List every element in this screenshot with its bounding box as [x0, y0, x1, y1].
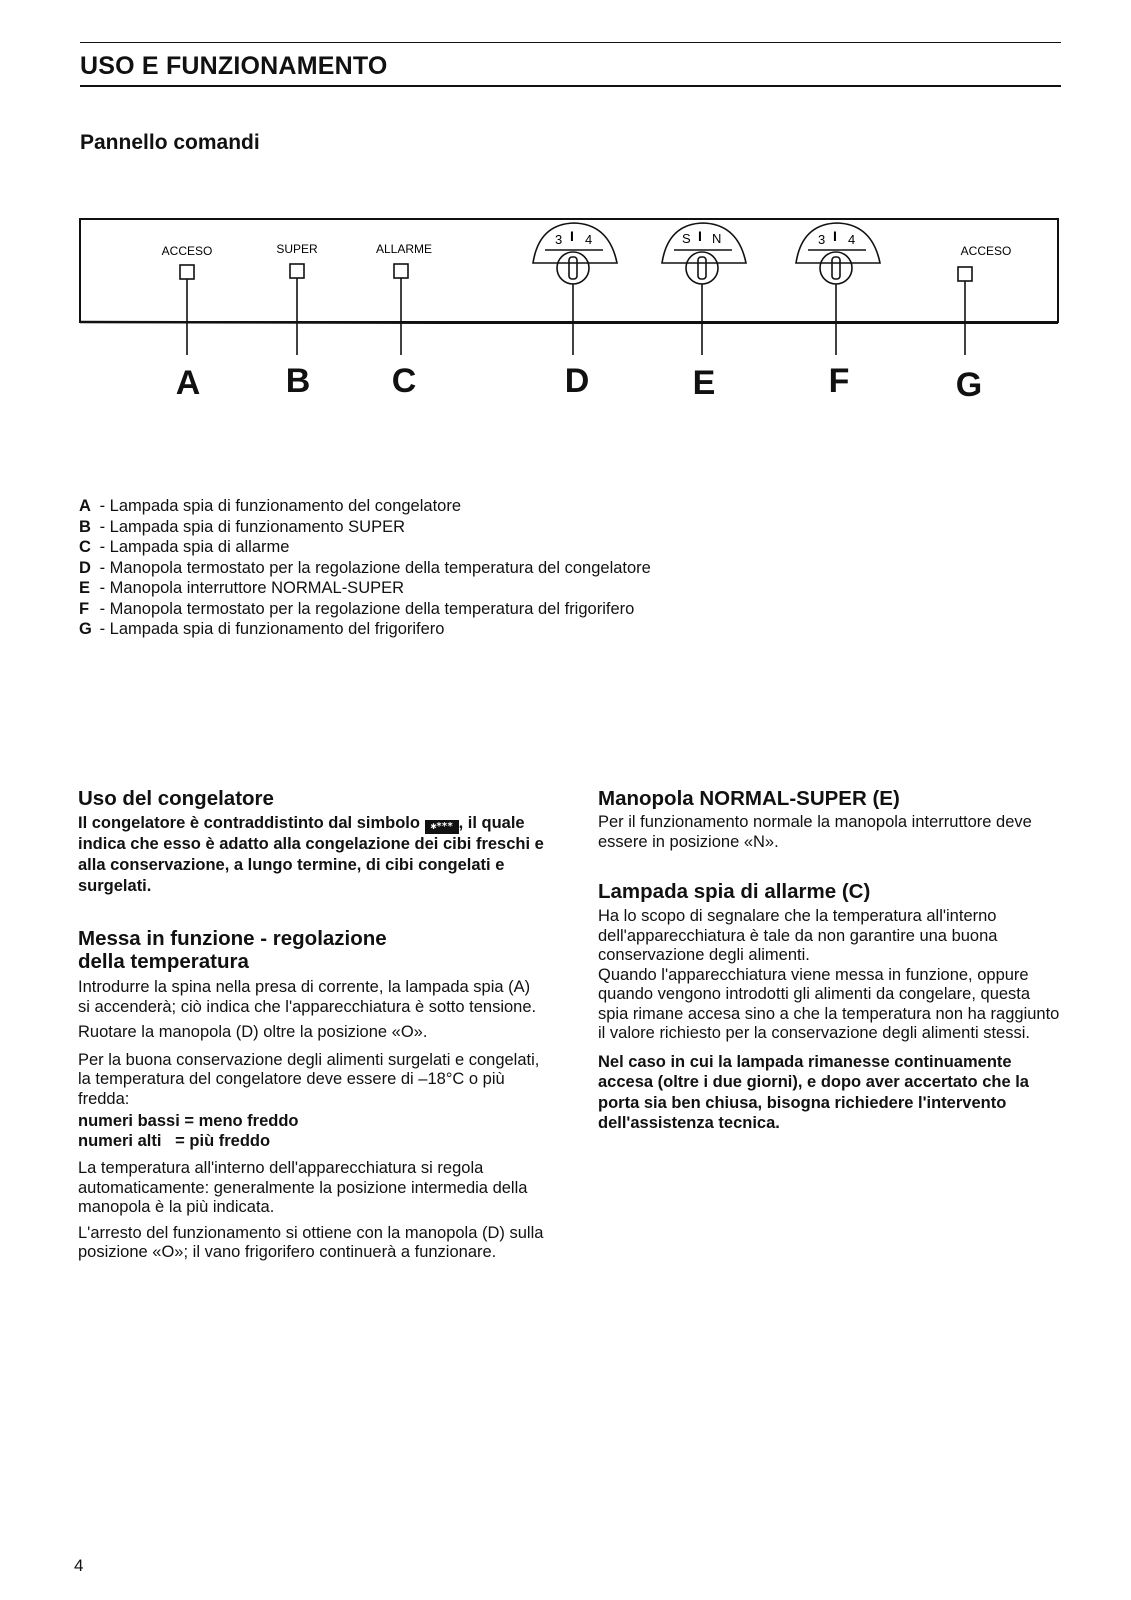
title-underline	[80, 85, 1061, 87]
manopola-title: Manopola NORMAL-SUPER (E)	[598, 787, 900, 810]
callout-d: D	[564, 362, 590, 400]
knob-d-mark-mid: I	[570, 228, 574, 244]
lamp-c-icon	[394, 264, 408, 278]
uso-paragraph: Il congelatore è contraddistinto dal simbolo ✱*** , il quale indica che esso è adatto alla congelazione dei cibi freschi e alla conservazione, a lungo termine, di cibi congelati e surgelati.	[78, 814, 544, 895]
knob-d-mark-low: 3	[555, 232, 563, 247]
lampada-p2: Quando l'apparecchiatura viene messa in funzione, oppure quando vengono introdotti gli alimenti da congelare, questa spia rimane accesa sino a che la temperatura non ha raggiunto il valore richiesto per la conservazione degli alimenti stessi.	[598, 965, 1060, 1042]
knob-d-icon	[533, 223, 617, 284]
callout-g: G	[955, 366, 983, 400]
right-column	[598, 787, 1064, 1134]
legend-row: B - Lampada spia di funzionamento SUPER	[79, 517, 406, 536]
callout-f: F	[828, 362, 850, 400]
callout-diagram	[0, 320, 1131, 400]
knob-e-mark-i: I	[698, 228, 702, 244]
lamp-label-acceso-fridge: ACCESO	[960, 244, 1012, 258]
panel-heading: Pannello comandi	[80, 131, 260, 154]
lampada-p1: Ha lo scopo di segnalare che la temperatura all'interno dell'apparecchiatura è tale da non garantire una buona conservazione degli alimenti.	[598, 907, 998, 964]
legend-row: A - Lampada spia di funzionamento del congelatore	[79, 497, 461, 515]
legend-row: D - Manopola termostato per la regolazione della temperatura del congelatore	[79, 558, 651, 577]
legend	[79, 496, 651, 640]
messa-title: Messa in funzione - regolazione della temperatura	[78, 927, 387, 973]
messa-p4: La temperatura all'interno dell'apparecchiatura si regola automaticamente: generalmente la posizione intermedia della manopola è la più indicata.	[78, 1159, 528, 1216]
top-rule	[80, 42, 1061, 43]
callout-e: E	[692, 364, 716, 400]
legend-row: E - Manopola interruttore NORMAL-SUPER	[79, 579, 405, 597]
messa-p2: Ruotare la manopola (D) oltre la posizione «O».	[78, 1023, 428, 1041]
knob-e-icon	[662, 223, 746, 284]
knob-d-mark-high: 4	[585, 232, 593, 247]
lamp-label-allarme: ALLARME	[375, 242, 433, 256]
lamp-b-icon	[290, 264, 304, 278]
lamp-a-icon	[180, 265, 194, 279]
knob-e-mark-n: N	[712, 231, 722, 246]
knob-f-mark-low: 3	[818, 232, 826, 247]
legend-row: C - Lampada spia di allarme	[79, 538, 290, 556]
page-number: 4	[74, 1556, 84, 1575]
lampada-warning: Nel caso in cui la lampada rimanesse continuamente accesa (oltre i due giorni), e dopo aver accertato che la porta sia ben chiusa, bisogna richiedere l'intervento dell'assistenza tecnica.	[598, 1052, 1029, 1132]
manopola-text: Per il funzionamento normale la manopola interruttore deve essere in posizione «N».	[598, 813, 1032, 851]
messa-p3: Per la buona conservazione degli alimenti surgelati e congelati, la temperatura del congelatore deve essere di –18°C o più fredda:	[78, 1050, 540, 1108]
messa-p5: L'arresto del funzionamento si ottiene con la manopola (D) sulla posizione «O»; il vano frigorifero continuerà a funzionare.	[78, 1223, 544, 1261]
callout-b: B	[285, 362, 311, 400]
control-panel-diagram	[79, 218, 1059, 324]
legend-row: G - Lampada spia di funzionamento del frigorifero	[79, 620, 445, 638]
knob-f-mark-mid: I	[833, 228, 837, 244]
lamp-label-super: SUPER	[276, 242, 318, 256]
knob-f-mark-high: 4	[848, 232, 856, 247]
uso-title: Uso del congelatore	[78, 787, 274, 810]
freezer-star-symbol-icon: ✱***	[425, 820, 459, 834]
legend-row: F - Manopola termostato per la regolazione della temperatura del frigorifero	[79, 599, 635, 618]
callout-c: C	[391, 362, 417, 400]
lampada-title: Lampada spia di allarme (C)	[598, 880, 871, 903]
numeri-bassi: numeri bassi = meno freddo	[78, 1112, 299, 1130]
knob-f-icon	[796, 223, 880, 284]
lamp-g-icon	[958, 267, 972, 281]
callout-a: A	[175, 364, 201, 400]
lamp-label-acceso: ACCESO	[161, 244, 213, 258]
numeri-alti: numeri alti = più freddo	[78, 1131, 271, 1150]
section-title: USO E FUNZIONAMENTO	[80, 52, 388, 80]
messa-p1: Introdurre la spina nella presa di corrente, la lampada spia (A) si accenderà; ciò indica che l'apparecchiatura è sotto tensione.	[78, 978, 537, 1016]
knob-e-mark-s: S	[682, 231, 691, 246]
left-column	[78, 787, 546, 1263]
